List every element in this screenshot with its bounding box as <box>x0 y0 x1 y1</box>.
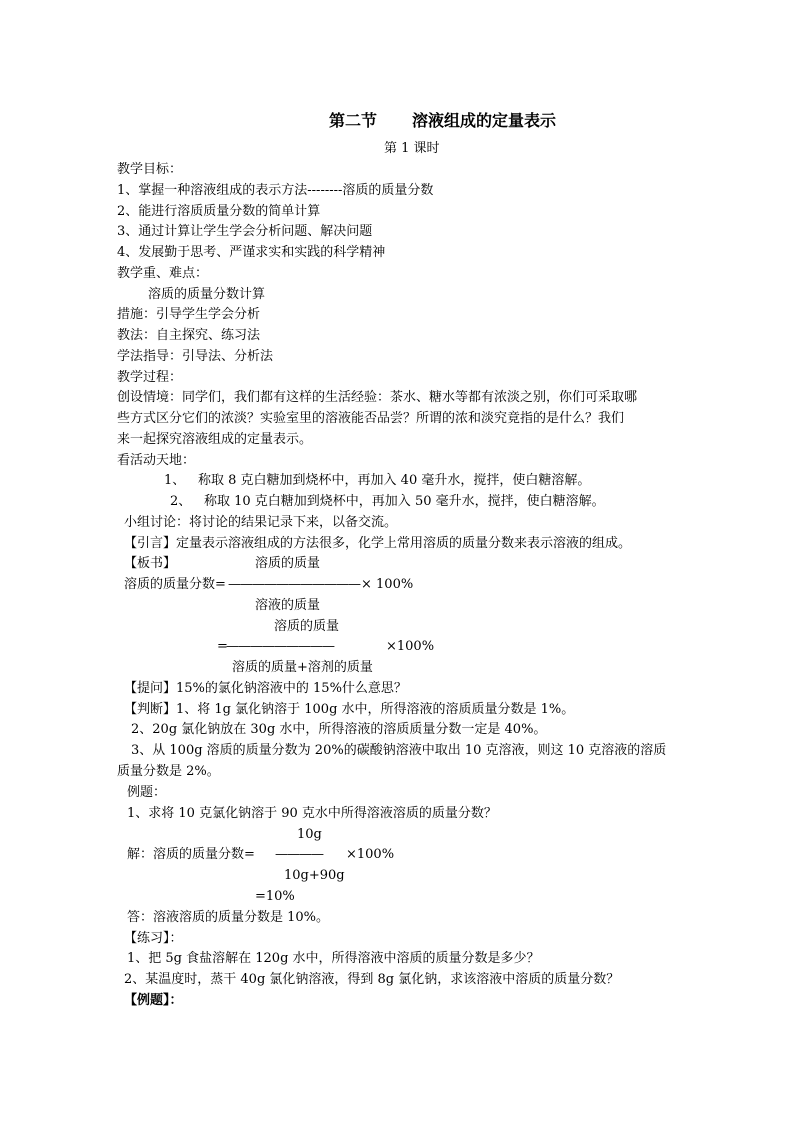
page-title-topic: 溶液组成的定量表示 <box>412 111 557 130</box>
goal-2: 2、能进行溶质质量分数的简单计算 <box>117 204 321 219</box>
question-line: 【提问】15%的氯化钠溶液中的 15%什么意思？ <box>124 681 407 696</box>
practice-heading: 【练习】： <box>124 931 183 946</box>
formula-2-percent: ×100% <box>386 639 435 654</box>
judge-2: 2、20g 氯化钠放在 30g 水中，所得溶液的溶质质量分数一定是 40%。 <box>131 722 547 737</box>
formula-2-denominator: 溶质的质量+溶剂的质量 <box>232 660 373 675</box>
solution-bar: ———— <box>275 847 323 862</box>
goals-heading: 教学目标： <box>117 162 183 177</box>
example-2-heading: 【例题】： <box>124 993 183 1008</box>
judge-1: 【判断】1、将 1g 氯化钠溶于 100g 水中，所得溶液的溶质质量分数是 1%。 <box>124 702 575 717</box>
goal-3: 3、通过计算让学生学会分析问题、解决问题 <box>117 224 373 239</box>
formula-2-numerator: 溶质的质量 <box>274 619 340 634</box>
process-heading: 教学过程： <box>117 370 183 385</box>
group-discussion: 小组讨论：将讨论的结果记录下来，以备交流。 <box>124 515 398 530</box>
formula-1-percent: × 100% <box>361 577 414 592</box>
practice-2: 2、某温度时，蒸干 40g 氯化钠溶液，得到 8g 氯化钠，求该溶液中溶质的质量分数？ <box>124 972 620 987</box>
formula-1-denominator: 溶液的质量 <box>255 598 321 613</box>
solution-lhs: 解：溶质的质量分数= <box>127 847 255 862</box>
solution-denominator: 10g+90g <box>284 868 345 883</box>
intro-line-1: 创设情境：同学们，我们都有这样的生活经验：茶水、糖水等都有浓淡之别，你们可采取哪 <box>117 390 638 405</box>
teaching-method-line: 教法：自主探究、练习法 <box>117 328 261 343</box>
lead-in: 【引言】定量表示溶液组成的方法很多，化学上常用溶质的质量分数来表示溶液的组成。 <box>124 536 632 551</box>
formula-1-bar: ——————————— <box>228 577 360 592</box>
activity-heading: 看活动天地： <box>117 453 196 468</box>
practice-1: 1、把 5g 食盐溶解在 120g 水中，所得溶液中溶质的质量分数是多少？ <box>127 951 540 966</box>
board-label: 【板书】 <box>124 556 177 571</box>
measures-line: 措施：引导学生学会分析 <box>117 307 261 322</box>
answer-line: 答：溶液溶质的质量分数是 10%。 <box>127 910 330 925</box>
example-heading: 例题： <box>127 785 167 800</box>
solution-result: =10% <box>255 889 295 904</box>
intro-line-3: 来一起探究溶液组成的定量表示。 <box>117 432 313 447</box>
solution-percent: ×100% <box>346 847 395 862</box>
formula-2-equals: = <box>217 639 228 654</box>
goal-4: 4、发展勤于思考、严谨求实和实践的科学精神 <box>117 245 386 260</box>
activity-1-number: 1、 <box>164 473 186 488</box>
judge-3-line-1: 3、从 100g 溶质的质量分数为 20%的碳酸钠溶液中取出 10 克溶液，则这 10 克溶液的溶质 <box>131 743 667 758</box>
formula-2-bar: ————————— <box>226 639 334 654</box>
solution-numerator: 10g <box>297 827 322 842</box>
activity-2-number: 2、 <box>170 494 192 509</box>
intro-line-2: 些方式区分它们的浓淡？实验室里的溶液能否品尝？所谓的浓和淡究竟指的是什么？我们 <box>117 411 625 426</box>
formula-1-numerator: 溶质的质量 <box>255 556 321 571</box>
goal-1: 1、掌握一种溶液组成的表示方法--------溶质的质量分数 <box>117 183 434 198</box>
example-1: 1、求将 10 克氯化钠溶于 90 克水中所得溶液溶质的质量分数？ <box>127 806 497 821</box>
judge-3-line-2: 质量分数是 2%。 <box>117 764 220 779</box>
lesson-subtitle: 第 1 课时 <box>384 141 440 156</box>
activity-1-text: 称取 8 克白糖加到烧杯中，再加入 40 毫升水，搅拌，使白糖溶解。 <box>198 473 591 488</box>
formula-1-lhs: 溶质的质量分数= <box>124 577 226 592</box>
key-points-heading: 教学重、难点： <box>117 266 209 281</box>
study-guide-line: 学法指导：引导法、分析法 <box>117 349 274 364</box>
page-title-section: 第二节 <box>329 111 378 130</box>
activity-2-text: 称取 10 克白糖加到烧杯中，再加入 50 毫升水，搅拌，使白糖溶解。 <box>204 494 605 509</box>
key-point-1: 溶质的质量分数计算 <box>148 287 266 302</box>
